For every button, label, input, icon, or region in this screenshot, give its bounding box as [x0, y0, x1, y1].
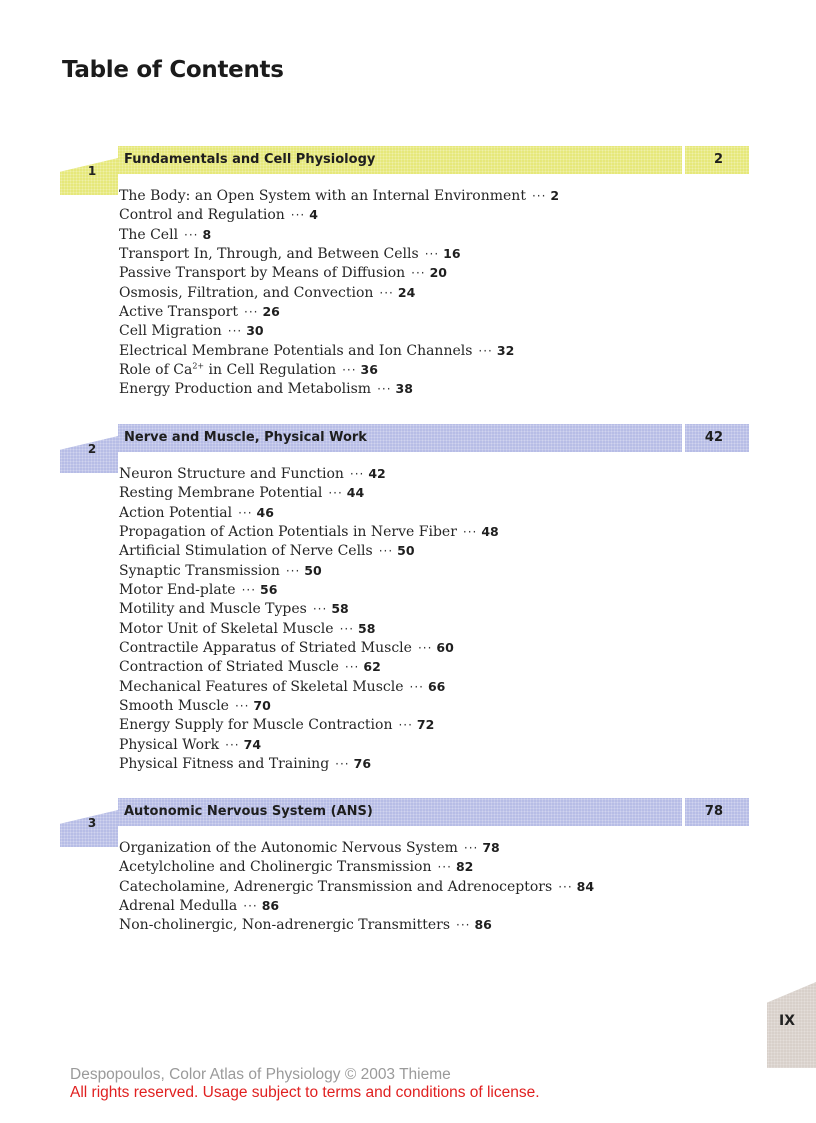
toc-entry[interactable]: [119, 715, 499, 734]
entry-title: Catecholamine, Adrenergic Transmission and Adrenoceptors: [119, 878, 553, 895]
entry-title: Transport In, Through, and Between Cells: [119, 246, 419, 263]
toc-entry[interactable]: [119, 735, 499, 754]
leader-dots: ···: [244, 305, 259, 320]
leader-dots: ···: [328, 486, 343, 501]
leader-dots: ···: [290, 208, 306, 223]
chapter-page: 42: [685, 424, 749, 452]
entry-page: 20: [429, 265, 447, 281]
leader-dots: ···: [531, 189, 547, 203]
entry-title: Control and Regulation: [119, 207, 285, 224]
toc-entry[interactable]: [119, 302, 559, 321]
entry-page: 86: [261, 898, 280, 914]
leader-dots: ···: [184, 227, 199, 242]
toc-entry[interactable]: [119, 522, 499, 541]
leader-dots: ···: [344, 660, 360, 675]
toc-entry[interactable]: [119, 677, 499, 696]
entry-page: 76: [353, 756, 372, 772]
toc-entry[interactable]: [119, 321, 559, 340]
toc-entry[interactable]: [119, 186, 559, 205]
entry-title: Motility and Muscle Types: [119, 601, 307, 618]
leader-dots: ···: [456, 918, 471, 933]
entry-page: 4: [309, 207, 318, 223]
entry-title: Physical Fitness and Training: [119, 756, 330, 773]
chapter-title: Nerve and Muscle, Physical Work: [118, 424, 682, 452]
entry-page: 72: [416, 717, 435, 733]
entry-page: 84: [576, 878, 595, 894]
entry-title: Cell Migration: [119, 323, 222, 340]
entry-title: Motor End-plate: [119, 582, 236, 599]
leader-dots: ···: [285, 563, 301, 578]
entry-page: 78: [482, 840, 500, 855]
leader-dots: ···: [339, 621, 355, 636]
entry-title: Physical Work: [119, 736, 220, 753]
leader-dots: ···: [342, 363, 357, 378]
entry-page: 8: [202, 226, 212, 242]
entry-page: 56: [260, 582, 278, 598]
toc-entry[interactable]: [119, 599, 499, 618]
leader-dots: ···: [234, 699, 250, 714]
entry-title: Adrenal Medulla: [119, 898, 238, 915]
entry-page: 38: [395, 381, 413, 397]
topic-list: [119, 838, 594, 935]
leader-dots: ···: [437, 860, 452, 875]
entry-title: Smooth Muscle: [119, 698, 229, 715]
topic-list: [119, 464, 499, 774]
entry-title: Energy Supply for Muscle Contraction: [119, 717, 393, 734]
entry-page: 42: [368, 466, 386, 481]
chapter-number: 3: [87, 816, 97, 830]
chapter-page: 78: [685, 798, 749, 826]
entry-page: 16: [443, 246, 461, 262]
chapter-number: 2: [87, 442, 97, 456]
toc-entry[interactable]: [119, 341, 559, 360]
toc-entry[interactable]: [119, 503, 499, 522]
toc-entry[interactable]: [119, 619, 499, 638]
chapter-header: [118, 146, 749, 174]
entry-page: 46: [256, 504, 274, 520]
leader-dots: ···: [558, 879, 573, 894]
entry-page: 74: [243, 736, 262, 752]
toc-entry[interactable]: [119, 205, 559, 224]
leader-dots: ···: [462, 525, 478, 540]
entry-page: 24: [397, 284, 416, 300]
entry-page: 2: [550, 188, 560, 203]
toc-entry[interactable]: [119, 580, 499, 599]
entry-title: Motor Unit of Skeletal Muscle: [119, 620, 334, 637]
leader-dots: ···: [335, 757, 350, 772]
entry-page: 44: [346, 485, 365, 501]
entry-title: Neuron Structure and Function: [119, 466, 344, 482]
chapter-page: 2: [685, 146, 749, 174]
chapter-header: [118, 424, 749, 452]
leader-dots: ···: [225, 737, 240, 752]
leader-dots: ···: [417, 641, 433, 656]
entry-page: 48: [481, 524, 499, 540]
toc-entry[interactable]: [119, 896, 594, 915]
toc-entry[interactable]: [119, 857, 594, 876]
entry-page: 66: [427, 678, 446, 694]
entry-title: Role of Ca: [119, 362, 193, 379]
entry-page: 32: [496, 342, 515, 358]
toc-entry[interactable]: [119, 915, 594, 934]
toc-entry[interactable]: [119, 696, 499, 715]
leader-dots: ···: [424, 247, 440, 262]
toc-entry[interactable]: [119, 360, 559, 379]
entry-title: Organization of the Autonomic Nervous System: [119, 840, 458, 856]
toc-entry[interactable]: [119, 483, 499, 502]
toc-entry[interactable]: [119, 754, 499, 773]
entry-title: Non-cholinergic, Non-adrenergic Transmitters: [119, 917, 451, 934]
entry-page: 36: [360, 362, 378, 378]
entry-page: 30: [246, 323, 264, 339]
entry-title: Acetylcholine and Cholinergic Transmission: [119, 859, 432, 876]
entry-page: 58: [331, 601, 349, 617]
license-notice: All rights reserved. Usage subject to terms and conditions of license.: [70, 1084, 540, 1101]
entry-page: 70: [253, 698, 271, 714]
entry-title: Synaptic Transmission: [119, 562, 280, 579]
toc-entry[interactable]: [119, 283, 559, 302]
toc-entry[interactable]: [119, 541, 499, 560]
entry-title: The Body: an Open System with an Internal Environment: [119, 188, 526, 204]
toc-entry[interactable]: [119, 464, 499, 483]
entry-title: Energy Production and Metabolism: [119, 381, 372, 398]
entry-title: Active Transport: [119, 304, 238, 321]
entry-title-continued: in Cell Regulation: [204, 362, 337, 379]
toc-entry[interactable]: [119, 263, 559, 282]
leader-dots: ···: [377, 382, 392, 397]
leader-dots: ···: [238, 505, 253, 520]
leader-dots: ···: [312, 602, 328, 617]
leader-dots: ···: [411, 266, 426, 281]
leader-dots: ···: [227, 324, 243, 339]
leader-dots: ···: [243, 899, 258, 914]
toc-entry[interactable]: [119, 561, 499, 580]
toc-entry[interactable]: [119, 838, 594, 857]
entry-title: Contractile Apparatus of Striated Muscle: [119, 640, 412, 657]
page-number: IX: [778, 1013, 795, 1029]
entry-title: Electrical Membrane Potentials and Ion Channels: [119, 342, 473, 359]
entry-title: Contraction of Striated Muscle: [119, 659, 339, 676]
leader-dots: ···: [349, 467, 365, 481]
entry-title: Action Potential: [119, 504, 233, 521]
leader-dots: ···: [478, 343, 493, 358]
leader-dots: ···: [241, 583, 257, 598]
leader-dots: ···: [463, 841, 479, 855]
toc-entry[interactable]: [119, 638, 499, 657]
toc-entry[interactable]: [119, 244, 559, 263]
footer: [70, 1066, 540, 1102]
entry-page: 26: [262, 304, 280, 320]
entry-title: Osmosis, Filtration, and Convection: [119, 284, 374, 301]
entry-superscript: 2+: [192, 361, 205, 371]
entry-title: The Cell: [119, 226, 179, 243]
entry-title: Propagation of Action Potentials in Nerve Fiber: [119, 524, 457, 541]
page-title: Table of Contents: [62, 57, 284, 83]
entry-page: 50: [304, 562, 322, 578]
topic-list: [119, 186, 559, 399]
entry-page: 50: [397, 543, 415, 559]
chapter-title: Autonomic Nervous System (ANS): [118, 798, 682, 826]
leader-dots: ···: [379, 285, 394, 300]
copyright-notice: Despopoulos, Color Atlas of Physiology © 2003 Thieme: [70, 1066, 451, 1083]
entry-title: Mechanical Features of Skeletal Muscle: [119, 678, 404, 695]
entry-page: 62: [363, 659, 381, 675]
entry-title: Resting Membrane Potential: [119, 485, 323, 502]
entry-title: Artificial Stimulation of Nerve Cells: [119, 543, 373, 560]
entry-page: 58: [358, 620, 376, 636]
leader-dots: ···: [378, 544, 394, 559]
leader-dots: ···: [409, 679, 424, 694]
toc-entry[interactable]: [119, 379, 559, 398]
chapter-title: Fundamentals and Cell Physiology: [118, 146, 682, 174]
entry-page: 82: [455, 859, 474, 875]
entry-page: 86: [474, 917, 492, 933]
entry-title: Passive Transport by Means of Diffusion: [119, 265, 406, 282]
toc-entry[interactable]: [119, 877, 594, 896]
toc-entry[interactable]: [119, 225, 559, 244]
chapter-number: 1: [87, 164, 97, 178]
chapter-header: [118, 798, 749, 826]
toc-entry[interactable]: [119, 657, 499, 676]
leader-dots: ···: [398, 718, 413, 733]
entry-page: 60: [436, 640, 454, 656]
